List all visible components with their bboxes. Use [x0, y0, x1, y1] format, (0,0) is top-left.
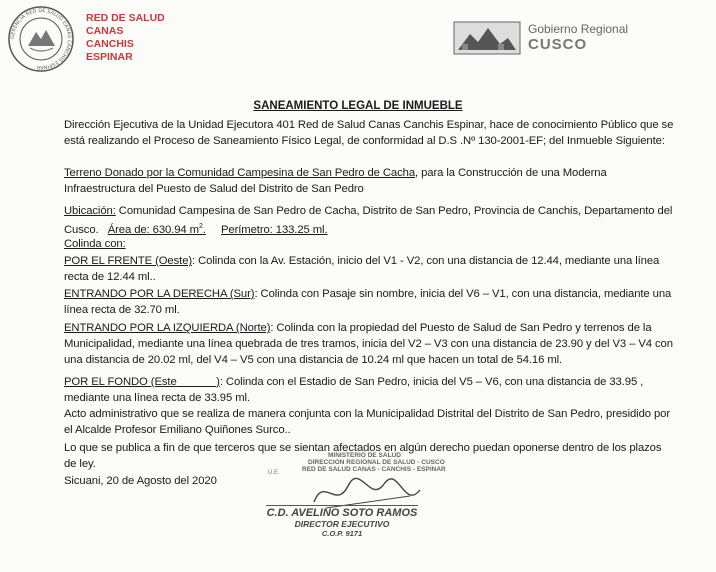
derecha-label: ENTRANDO POR LA DERECHA (Sur) — [64, 288, 255, 300]
fondo-text: : Colinda con el Estadio de San Pedro, inicia del V5 – V6, con una distancia de 33.95 , mediante una línea recta de 33.95 ml. — [64, 376, 644, 404]
derecha-paragraph — [64, 286, 676, 318]
acto-paragraph: Acto administrativo que se realiza de manera conjunta con la Municipalidad Distrital del Distrito de San Pedro, presidido por el Alcalde Profesor Emiliano Quiñones Surco.. — [64, 408, 671, 436]
terreno-text: , para la Construcción de una Moderna Infraestructura del Puesto de Salud del Distrito de San Pedro — [64, 167, 607, 195]
publica-paragraph: Lo que se publica a fin de que terceros que se sientan afectados en algún derecho puedan oponerse dentro de los plazos de ley. — [64, 442, 662, 470]
ubicacion-paragraph — [64, 203, 676, 238]
red-name-line: ESPINAR — [86, 51, 133, 63]
signatory-cop: C.O.P. 9171 — [321, 529, 363, 538]
signatory-role: DIRECTOR EJECUTIVO — [294, 519, 390, 529]
ubicacion-text: Comunidad Campesina de San Pedro de Cacha, Distrito de San Pedro, Provincia de Canchis, Departamento del Cusco. — [64, 205, 673, 236]
document-title: SANEAMIENTO LEGAL DE INMUEBLE — [253, 100, 463, 112]
red-de-salud-names — [86, 12, 165, 64]
gobierno-regional-text — [528, 22, 628, 53]
stamp-line: RED DE SALUD CANAS - CANCHIS - ESPINAR — [302, 466, 446, 473]
izquierda-paragraph — [64, 320, 676, 368]
perimetro-value: Perímetro: 133.25 ml. — [220, 223, 328, 236]
colinda-con-heading: Colinda con: — [64, 238, 126, 250]
area-superscript: 2 — [198, 223, 203, 230]
stamp-side-mark: U.E. — [268, 470, 280, 476]
fondo-paragraph — [64, 374, 676, 406]
area-value: Área de: 630.94 $m^2$. — [107, 223, 206, 236]
izquierda-label: ENTRANDO POR LA IZQUIERDA (Norte) — [64, 322, 271, 334]
logo-ring-text: GERENCIA RED DE SALUD CANAS CANCHIS ESPINAR — [9, 7, 73, 71]
ubicacion-label: Ubicación: — [64, 205, 116, 217]
izquierda-text: : Colinda con la propiedad del Puesto de Salud de San Pedro y terrenos de la Municipalidad, mediante una línea quebrada de tres tramos, inicia del V2 – V3 con una distancia de 23.90 y del V3 – V4 con una distancia de 20.02 ml, del V4 – V5 con una distancia de 10.24 ml que hacen un total de 54.16 ml. — [64, 322, 673, 366]
red-de-salud-logo — [6, 4, 76, 74]
terreno-label: Terreno Donado por la Comunidad Campesina de San Pedro de Cacha — [64, 167, 416, 179]
frente-text: : Colinda con la Av. Estación, inicio del V1 - V2, con una distancia de 12.44, mediante una línea recta de 12.44 ml.. — [64, 255, 660, 283]
signature-block — [262, 505, 422, 538]
fondo-label-text: POR EL FONDO (Este — [64, 376, 177, 388]
red-name-line: RED DE SALUD — [86, 12, 165, 24]
fondo-label-end: ) — [216, 376, 220, 388]
gov-line2: CUSCO — [528, 36, 588, 53]
derecha-text: : Colinda con Pasaje sin nombre, inicia del V6 – V1, con una distancia, mediante una línea recta de 32.70 ml. — [64, 288, 672, 316]
stamp-line: DIRECCION REGIONAL DE SALUD - CUSCO — [308, 459, 445, 466]
fecha: Sicuani, 20 de Agosto del 2020 — [64, 475, 217, 487]
signature-line — [266, 505, 418, 506]
red-name-line: CANAS — [86, 25, 124, 37]
stamp-line: MINISTERIO DE SALUD — [328, 452, 401, 459]
gov-line1: Gobierno Regional — [528, 22, 629, 36]
red-name-line: CANCHIS — [86, 38, 134, 50]
signatory-name: C.D. AVELINO SOTO RAMOS — [266, 507, 418, 519]
frente-label: POR EL FRENTE (Oeste) — [64, 255, 193, 267]
area-text: Área de: 630.94 m — [107, 223, 199, 236]
fondo-label — [64, 376, 220, 388]
intro-paragraph: Dirección Ejecutiva de la Unidad Ejecutora 401 Red de Salud Canas Canchis Espinar, hace de conocimiento Público que se está realizando el Proceso de Saneamiento Físico Legal, de conformidad al D.S .Nº 130-2001-EF; del Inmueble Siguiente: — [64, 119, 674, 147]
terreno-paragraph — [64, 165, 676, 197]
frente-paragraph — [64, 253, 676, 285]
